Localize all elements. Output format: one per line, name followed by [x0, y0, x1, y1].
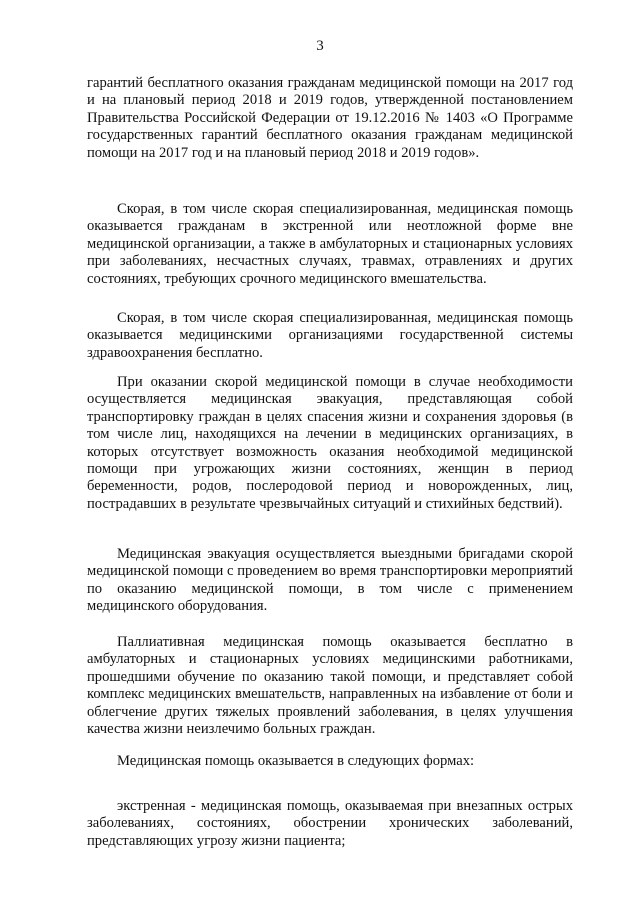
paragraph-continuation: гарантий бесплатного оказания гражданам медицинской помощи на 2017 год и на плановый период 2018 и 2019 годов, утвержденной постановлением Правительства Российской Федерации от 19.12.2016 № 1403 «О Программе государственных гарантий бесплатного оказания гражданам медицинской помощи на 2017 год и на плановый период 2018 и 2019 годов». — [87, 75, 573, 161]
paragraph-emergency-care-definition: Скорая, в том числе скорая специализированная, медицинская помощь оказывается гражданам в экстренной или неотложной форме вне медицинской организации, а также в амбулаторных и стационарных условиях при заболеваниях, несчастных случаях, травмах, отравлениях и других состояниях, требующих срочного медицинского вмешательства. — [87, 201, 573, 287]
paragraph-emergency-care-free: Скорая, в том числе скорая специализированная, медицинская помощь оказывается медицинскими организациями государственной системы здравоохранения бесплатно. — [87, 310, 573, 361]
paragraph-palliative-care: Паллиативная медицинская помощь оказывается бесплатно в амбулаторных и стационарных условиях медицинскими работниками, прошедшими обучение по оказанию такой помощи, и представляет собой комплекс медицинских вмешательств, направленных на избавление от боли и облегчение других тяжелых проявлений заболевания, в целях улучшения качества жизни неизлечимо больных граждан. — [87, 634, 573, 738]
paragraph-emergency-form: экстренная - медицинская помощь, оказываемая при внезапных острых заболеваниях, состояниях, обострении хронических заболеваний, представляющих угрозу жизни пациента; — [87, 798, 573, 849]
paragraph-care-forms-intro: Медицинская помощь оказывается в следующих формах: — [117, 753, 475, 769]
paragraph-medical-evacuation: При оказании скорой медицинской помощи в случае необходимости осуществляется медицинская эвакуация, представляющая собой транспортировку граждан в целях спасения жизни и сохранения здоровья (в том числе лиц, находящихся на лечении в медицинских организациях, в которых отсутствует возможность оказания необходимой медицинской помощи при угрожающих жизни состояниях, женщин в период беременности, родов, послеродовой период и новорожденных, лиц, пострадавших в результате чрезвычайных ситуаций и стихийных бедствий). — [87, 374, 573, 512]
page-number: 3 — [316, 38, 324, 54]
paragraph-evacuation-teams: Медицинская эвакуация осуществляется выездными бригадами скорой медицинской помощи с проведением во время транспортировки мероприятий по оказанию медицинской помощи, в том числе с применением медицинского оборудования. — [87, 546, 573, 615]
